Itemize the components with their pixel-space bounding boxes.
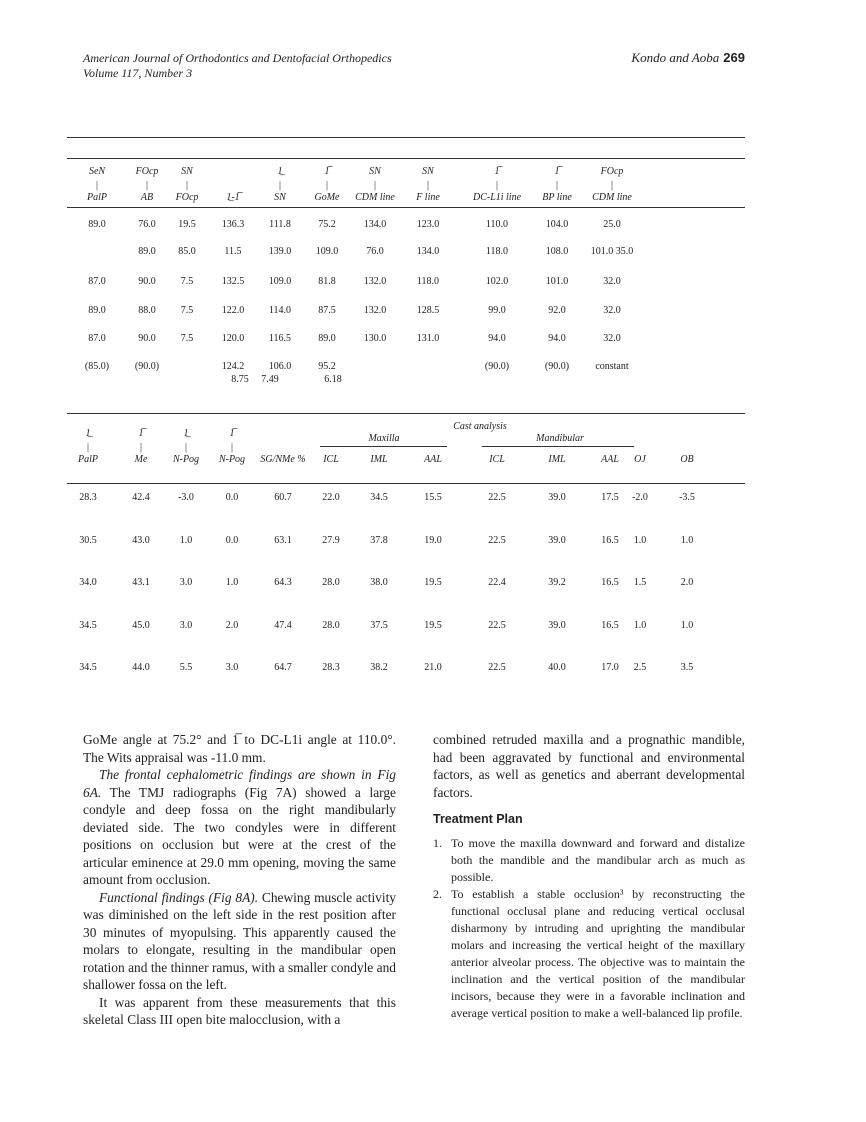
maxilla-label: Maxilla	[368, 433, 400, 444]
t1-header-bar: |	[95, 180, 98, 191]
table-cell: 15.5	[424, 492, 442, 503]
t1-header-bottom: DC-L1i line	[472, 192, 522, 203]
table-cell: (90.0)	[544, 361, 570, 372]
t2-header-top: 1̅	[138, 428, 144, 439]
t1-header-top: 1̅	[554, 166, 560, 177]
table-cell: 22.5	[488, 620, 506, 631]
table-cell: 25.0	[603, 219, 621, 230]
t1-header-bottom: SN	[274, 192, 286, 203]
table-cell: 122.0	[221, 305, 245, 316]
table-cell: 11.5	[224, 246, 242, 257]
table-cell: 7.5	[180, 305, 194, 316]
table-cell: 1.0	[680, 620, 694, 631]
table-cell: 1.0	[179, 535, 193, 546]
t2-header-bottom: N-Pog	[172, 454, 200, 465]
table-cell: 16.5	[601, 620, 619, 631]
table-cell: 101.0 35.0	[590, 246, 634, 257]
table-cell: 87.0	[88, 276, 106, 287]
paragraph-4: It was apparent from these measurements that this skeletal Class III open bite malocclusion, with a	[83, 994, 396, 1027]
t2-header-bar: |	[230, 442, 233, 453]
t2-header-bar	[657, 441, 717, 454]
table-cell: 64.3	[274, 577, 292, 588]
table-cell: 1.0	[633, 535, 647, 546]
table-cell: 38.2	[370, 662, 388, 673]
table-cell: 39.0	[548, 535, 566, 546]
table-cell: 99.0	[488, 305, 506, 316]
t2-header-bottom: OB	[680, 454, 694, 465]
t2-header-bar: |	[139, 442, 142, 453]
table-cell: 32.0	[603, 305, 621, 316]
table-cell: 22.5	[488, 535, 506, 546]
table-cell: 132.0	[363, 276, 387, 287]
table-cell: 89.0	[88, 305, 106, 316]
table-cell: 22.5	[488, 662, 506, 673]
list-item: 1. To move the maxilla downward and forward and distalize both the mandible and the mandibular arch as much as possible.	[433, 835, 745, 884]
paragraph-2	[83, 766, 396, 889]
paragraph-1: GoMe angle at 75.2° and 1̅ to DC-L1i angle at 110.0°. The Wits appraisal was -11.0 mm.	[83, 732, 396, 765]
table-cell: 19.5	[178, 219, 196, 230]
table-cell: (85.0)	[84, 361, 110, 372]
table-cell: 114.0	[268, 305, 292, 316]
table-cell: 5.5	[179, 662, 193, 673]
table-cell: 43.0	[132, 535, 150, 546]
table-cell: 85.0	[178, 246, 196, 257]
paragraph-3-body: Chewing muscle activity was diminished on the left side in the rest position after 30 minutes of myopulsing. This apparently caused the molars to elongate, resulting in the mandibular open rotation and the thinner ramus, with a smaller condyle and shallower fossa on the left.	[83, 889, 396, 992]
table-cell: 109.0	[268, 276, 292, 287]
t1-header-bar: |	[278, 180, 281, 191]
t1-header-bar: |	[426, 180, 429, 191]
table-cell: 109.0	[315, 246, 339, 257]
t1-header-bar: |	[325, 180, 328, 191]
table-cell: 0.0	[225, 535, 239, 546]
t1-header-bottom: CDM line	[355, 192, 395, 203]
t1-header-bottom: PalP	[87, 192, 107, 203]
table-cell: 106.0	[268, 361, 292, 372]
table-cell: 19.5	[424, 620, 442, 631]
t2-header-bar	[349, 441, 409, 454]
right-column	[433, 731, 745, 1022]
t2-header-bottom: ICL	[489, 454, 505, 465]
t2-header-bar: |	[184, 442, 187, 453]
table-cell: 28.3	[79, 492, 97, 503]
table-cell: 40.0	[548, 662, 566, 673]
table-cell: 104.0	[545, 219, 569, 230]
table-cell: 139.0	[268, 246, 292, 257]
t2-header-bottom: IML	[548, 454, 566, 465]
table-cell: 1.5	[633, 577, 647, 588]
table-cell: 37.8	[370, 535, 388, 546]
t2-header-bottom: ICL	[323, 454, 339, 465]
table-cell: 43.1	[132, 577, 150, 588]
table-cell: 3.0	[225, 662, 239, 673]
mandibular-label: Mandibular	[536, 433, 584, 444]
table-cell: 124.2	[221, 361, 245, 372]
t2-header-top	[403, 428, 463, 441]
table-cell: 21.0	[424, 662, 442, 673]
table-cell: 17.0	[601, 662, 619, 673]
table-cell: 0.0	[225, 492, 239, 503]
table-cell: 118.0	[485, 246, 509, 257]
table-cell: 44.0	[132, 662, 150, 673]
table-cell: -2.0	[632, 492, 648, 503]
table-cell: 2.5	[633, 662, 647, 673]
table-cell: 88.0	[138, 305, 156, 316]
paragraph-right-1: combined retruded maxilla and a prognathic mandible, had been aggravated by functional and environmental factors, as well as genetics and aberrant developmental factors.	[433, 732, 745, 800]
t2-header-top	[467, 428, 527, 441]
paragraph-2-lead: The frontal cephalometric findings are shown in Fig 6A.	[83, 767, 396, 800]
left-column	[83, 731, 396, 1029]
t2-header-bottom: OJ	[634, 454, 646, 465]
treatment-plan-list	[433, 835, 745, 1022]
page-number: 269	[723, 50, 745, 65]
t1-header-bar: |	[610, 180, 613, 191]
t2-header-top	[349, 428, 409, 441]
authors: Kondo and Aoba	[631, 50, 720, 65]
table-cell: 22.0	[322, 492, 340, 503]
table-cell: 16.5	[601, 535, 619, 546]
t1-header-top: 1̅	[494, 166, 500, 177]
table-cell: 81.8	[318, 276, 336, 287]
journal-title: American Journal of Orthodontics and Dentofacial Orthopedics	[83, 51, 392, 65]
table-cell: 32.0	[603, 276, 621, 287]
table-cell: 7.5	[180, 276, 194, 287]
t1-header-bottom: F line	[416, 192, 440, 203]
table-cell: 118.0	[416, 276, 440, 287]
t2-header-cell	[527, 428, 587, 466]
table-cell: 42.4	[132, 492, 150, 503]
t1-header-bottom: CDM line	[592, 192, 632, 203]
table-cell: 60.7	[274, 492, 292, 503]
t2-header-cell	[403, 428, 463, 466]
t2-header-top	[657, 428, 717, 441]
table-cell: 28.3	[322, 662, 340, 673]
table-cell: 95.2	[318, 361, 336, 372]
treatment-plan-heading: Treatment Plan	[433, 812, 523, 826]
table-cell: 76.0	[138, 219, 156, 230]
t1-header-bar: |	[145, 180, 148, 191]
table-cell: 34.5	[79, 662, 97, 673]
table-cell: 89.0	[318, 333, 336, 344]
table-cell: 110.0	[485, 219, 509, 230]
t2-header-bar	[527, 441, 587, 454]
table-cell: 134.0	[363, 219, 387, 230]
table-cell: 94.0	[488, 333, 506, 344]
t1-header-top: 1̅	[324, 166, 330, 177]
t2-header-bottom: PalP	[78, 454, 98, 465]
table-cell: 136.3	[221, 219, 245, 230]
table-cell: 123.0	[416, 219, 440, 230]
t1-header-top: SeN	[88, 166, 106, 177]
table-cell: 7.5	[180, 333, 194, 344]
table-cell: 38.0	[370, 577, 388, 588]
table-cell: 108.0	[545, 246, 569, 257]
table-cell: 27.9	[322, 535, 340, 546]
t2-header-top: 1̲	[85, 428, 91, 439]
paragraph-3	[83, 889, 396, 994]
table-cell: 34.0	[79, 577, 97, 588]
t2-header-bar: |	[86, 442, 89, 453]
table-cell: 89.0	[88, 219, 106, 230]
table-cell: 6.18	[324, 374, 342, 385]
t2-header-bottom: SG/NMe %	[260, 454, 306, 465]
table-cell: 22.4	[488, 577, 506, 588]
table-cell: 87.5	[318, 305, 336, 316]
table-cell: 39.2	[548, 577, 566, 588]
t1-header-bottom: BP line	[542, 192, 572, 203]
t2-header-bottom: IML	[370, 454, 388, 465]
t2-header-top: 1̅	[229, 428, 235, 439]
t2-header-bottom: AAL	[424, 454, 442, 465]
table-cell: 19.0	[424, 535, 442, 546]
table-cell: 102.0	[485, 276, 509, 287]
t1-header-bottom: AB	[140, 192, 154, 203]
table-cell: 19.5	[424, 577, 442, 588]
t2-header-bar	[467, 441, 527, 454]
t1-header-top: SN	[181, 166, 193, 177]
t1-header-top: 1̲	[277, 166, 283, 177]
table-cell: -3.0	[178, 492, 194, 503]
table-cell: 90.0	[138, 333, 156, 344]
t1-header-top: SN	[422, 166, 434, 177]
t1-header-top: FOcp	[135, 166, 159, 177]
table-cell: 3.5	[680, 662, 694, 673]
table-cell: 8.75	[231, 374, 249, 385]
t1-header-bottom: GoMe	[314, 192, 340, 203]
table-cell: 28.0	[322, 620, 340, 631]
table-cell: 132.0	[363, 305, 387, 316]
table-cell: 17.5	[601, 492, 619, 503]
table-cell: 131.0	[416, 333, 440, 344]
table-cell: 3.0	[179, 577, 193, 588]
table-cell: 28.0	[322, 577, 340, 588]
cast-analysis-label: Cast analysis	[453, 421, 507, 432]
table-cell: 30.5	[79, 535, 97, 546]
t2-header-top	[527, 428, 587, 441]
table-cell: 2.0	[225, 620, 239, 631]
t2-header-bottom: N-Pog	[218, 454, 246, 465]
t2-header-bar	[403, 441, 463, 454]
t2-header-top: 1̲	[183, 428, 189, 439]
table-cell: 132.5	[221, 276, 245, 287]
t1-header-bar: |	[185, 180, 188, 191]
t2-header-bottom: Me	[134, 454, 148, 465]
t1-header-top: SN	[369, 166, 381, 177]
table-cell: 1.0	[633, 620, 647, 631]
table-cell: 90.0	[138, 276, 156, 287]
table-cell: 39.0	[548, 620, 566, 631]
table-cell: 45.0	[132, 620, 150, 631]
table-cell: 63.1	[274, 535, 292, 546]
table-cell: 39.0	[548, 492, 566, 503]
table-cell: 47.4	[274, 620, 292, 631]
table-cell: 22.5	[488, 492, 506, 503]
table-cell: 92.0	[548, 305, 566, 316]
table-cell: 101.0	[545, 276, 569, 287]
t2-header-cell	[58, 428, 118, 466]
t1-header-bar: |	[555, 180, 558, 191]
table-cell: (90.0)	[484, 361, 510, 372]
table-cell: 37.5	[370, 620, 388, 631]
table-cell: 130.0	[363, 333, 387, 344]
table-cell: 128.5	[416, 305, 440, 316]
t1-header-top: FOcp	[600, 166, 624, 177]
table-cell: -3.5	[679, 492, 695, 503]
t2-header-bottom: AAL	[601, 454, 619, 465]
table-cell: 34.5	[79, 620, 97, 631]
journal-volume: Volume 117, Number 3	[83, 66, 193, 80]
table-cell: 3.0	[179, 620, 193, 631]
table-cell: 76.0	[366, 246, 384, 257]
table-cell: 1.0	[225, 577, 239, 588]
table-cell: (90.0)	[134, 361, 160, 372]
t1-header-bar: |	[495, 180, 498, 191]
t2-header-cell	[467, 428, 527, 466]
table-cell: 116.5	[268, 333, 292, 344]
paragraph-2-body: The TMJ radiographs (Fig 7A) showed a large condyle and deep fossa on the right mandibularly deviated side. The two condyles were in different positions on occlusion but were at the crest of the articular eminence at 29.0 mm opening, moving the same amount from occlusion.	[83, 784, 396, 887]
t1-header-bottom: FOcp	[175, 192, 199, 203]
table-cell: 134.0	[416, 246, 440, 257]
t1-header-bar: |	[373, 180, 376, 191]
table-cell: 94.0	[548, 333, 566, 344]
paragraph-3-lead: Functional findings (Fig 8A).	[99, 889, 259, 905]
table-cell: 2.0	[680, 577, 694, 588]
table-cell: 120.0	[221, 333, 245, 344]
table-cell: 75.2	[318, 219, 336, 230]
table-cell: 7.49	[261, 374, 279, 385]
table-cell: 64.7	[274, 662, 292, 673]
table-cell: 89.0	[138, 246, 156, 257]
t2-header-cell	[349, 428, 409, 466]
t1-header-bottom: 1̲-1̅	[226, 192, 240, 203]
table-cell: 16.5	[601, 577, 619, 588]
table-cell: 34.5	[370, 492, 388, 503]
table-cell: 1.0	[680, 535, 694, 546]
list-item: 2. To establish a stable occlusion³ by reconstructing the functional occlusal plane and reducing vertical occlusal disharmony by intruding and uprighting the mandibular molars and increasing the vertical height of the maxillary anterior alveolar process. The objective was to maintain the inclination and the vertical position of the mandibular incisors, because they were in a favorable inclination and average vertical position to make a well-balanced lip profile.	[433, 886, 745, 1020]
table-cell: constant	[595, 361, 629, 372]
table-cell: 32.0	[603, 333, 621, 344]
t2-header-cell	[657, 428, 717, 466]
table-cell: 87.0	[88, 333, 106, 344]
table-cell: 111.8	[269, 219, 291, 230]
